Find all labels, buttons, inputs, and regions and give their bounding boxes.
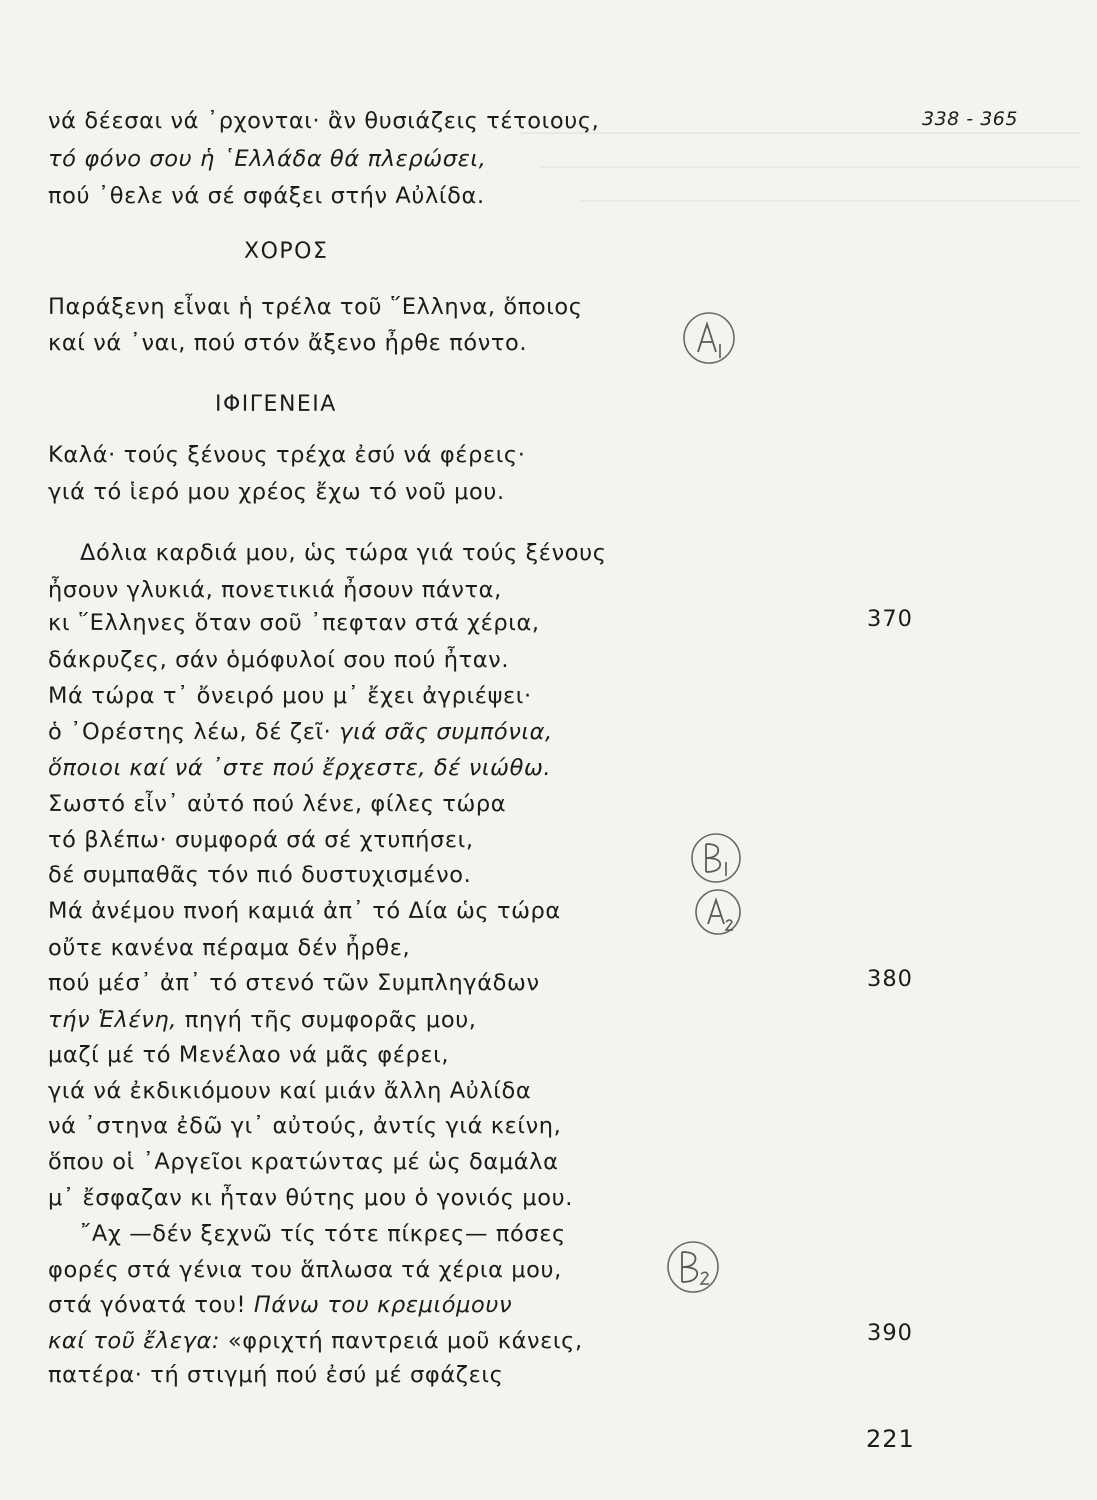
line-number: 380: [867, 966, 913, 992]
speaker-heading-choros: ΧΟΡΟΣ: [244, 239, 329, 264]
verse-italic-text: Πάνω του κρεμιόμουν: [253, 1292, 513, 1318]
verse-italic-text: ὅποιοι καί νά ᾿στε πού ἔρχεστε, δέ νιώθω.: [48, 755, 552, 781]
verse-line: πού ᾿θελε νά σέ σφάξει στήν Αὐλίδα.: [48, 183, 485, 209]
pencil-annotation-a1: [680, 308, 740, 368]
verse-line: Μά τώρα τ᾿ ὄνειρό μου μ᾿ ἔχει ἀγριέψει·: [48, 683, 532, 709]
verse-italic-text: τήν Ἑλένη,: [48, 1007, 177, 1033]
verse-line: καί νά ᾿ναι, πού στόν ἄξενο ἦρθε πόντο.: [48, 330, 528, 356]
verse-line: μ᾿ ἔσφαζαν κι ἦταν θύτης μου ὁ γονιός μου.: [48, 1185, 573, 1211]
verse-line: ῎Αχ —δέν ξεχνῶ τίς τότε πίκρες— πόσες: [80, 1221, 566, 1247]
verse-line: δάκρυζες, σάν ὁμόφυλοί σου πού ἦταν.: [48, 647, 510, 673]
verse-line: γιά νά ἐκδικιόμουν καί μιάν ἄλλη Αὐλίδα: [48, 1078, 532, 1104]
speaker-heading-ifigeneia: ΙΦΙΓΕΝΕΙΑ: [215, 392, 337, 417]
verse-line: [48, 1005, 918, 1035]
verse-line: [48, 1290, 918, 1320]
pencil-annotation-b1: [688, 830, 744, 886]
verse-italic-text: καί τοῦ ἔλεγα:: [48, 1328, 221, 1354]
verse-line: πού μέσ᾿ ἀπ᾿ τό στενό τῶν Συμπληγάδων: [48, 970, 540, 996]
line-number: 370: [867, 606, 913, 632]
verse-line: οὔτε κανένα πέραμα δέν ἦρθε,: [48, 935, 411, 961]
verse-line: [48, 1326, 918, 1356]
verse-line: ἦσουν γλυκιά, πονετικιά ἦσουν πάντα,: [48, 577, 502, 603]
verse-line: μαζί μέ τό Μενέλαο νά μᾶς φέρει,: [48, 1042, 450, 1068]
verse-line: κι ῞Ελληνες ὅταν σοῦ ᾿πεφταν στά χέρια,: [48, 610, 540, 636]
line-range-reference: 338 - 365: [922, 108, 1018, 130]
verse-line: ὅπου οἱ ᾿Αργεῖοι κρατώντας μέ ὡς δαμάλα: [48, 1149, 559, 1175]
verse-line: δέ συμπαθᾶς τόν πιό δυστυχισμένο.: [48, 862, 472, 888]
verse-text: ὁ ᾿Ορέστης λέω, δέ ζεῖ·: [48, 719, 340, 745]
pencil-annotation-b2: [664, 1238, 722, 1296]
page-number: 221: [866, 1425, 915, 1453]
pencil-annotation-a2: [692, 886, 744, 938]
verse-line: Δόλια καρδιά μου, ὡς τώρα γιά τούς ξένους: [80, 540, 607, 566]
verse-line: νά δέεσαι νά ᾿ρχονται· ἂν θυσιάζεις τέτοιους,: [48, 108, 600, 134]
verse-text: πηγή τῆς συμφορᾶς μου,: [176, 1007, 477, 1033]
verse-text: στά γόνατά του!: [48, 1292, 254, 1318]
verse-line: γιά τό ἱερό μου χρέος ἔχω τό νοῦ μου.: [48, 479, 505, 505]
verse-line: [48, 753, 918, 783]
verse-line: Μά ἀνέμου πνοή καμιά ἀπ᾿ τό Δία ὡς τώρα: [48, 898, 561, 924]
verse-line: Σωστό εἶν᾿ αὐτό πού λένε, φίλες τώρα: [48, 791, 507, 817]
verse-line: [48, 144, 918, 174]
verse-line: Παράξενη εἶναι ἡ τρέλα τοῦ ῞Ελληνα, ὅποιος: [48, 294, 583, 320]
verse-line: Καλά· τούς ξένους τρέχα ἐσύ νά φέρεις·: [48, 442, 526, 468]
verse-italic-text: γιά σᾶς συμπόνια,: [339, 719, 553, 745]
verse-line: πατέρα· τή στιγμή πού ἐσύ μέ σφάζεις: [48, 1362, 504, 1388]
line-number: 390: [867, 1320, 913, 1346]
verse-line: [48, 717, 918, 747]
verse-text: «φριχτή παντρειά μοῦ κάνεις,: [220, 1328, 583, 1354]
verse-line: φορές στά γένια του ἅπλωσα τά χέρια μου,: [48, 1257, 562, 1283]
verse-italic-text: τό φόνο σου ἡ ῾Ελλάδα θά πλερώσει,: [48, 146, 487, 172]
verse-line: τό βλέπω· συμφορά σά σέ χτυπήσει,: [48, 827, 474, 853]
verse-line: νά ᾿στηνα ἐδῶ γι᾿ αὐτούς, ἀντίς γιά κείνη,: [48, 1113, 562, 1139]
